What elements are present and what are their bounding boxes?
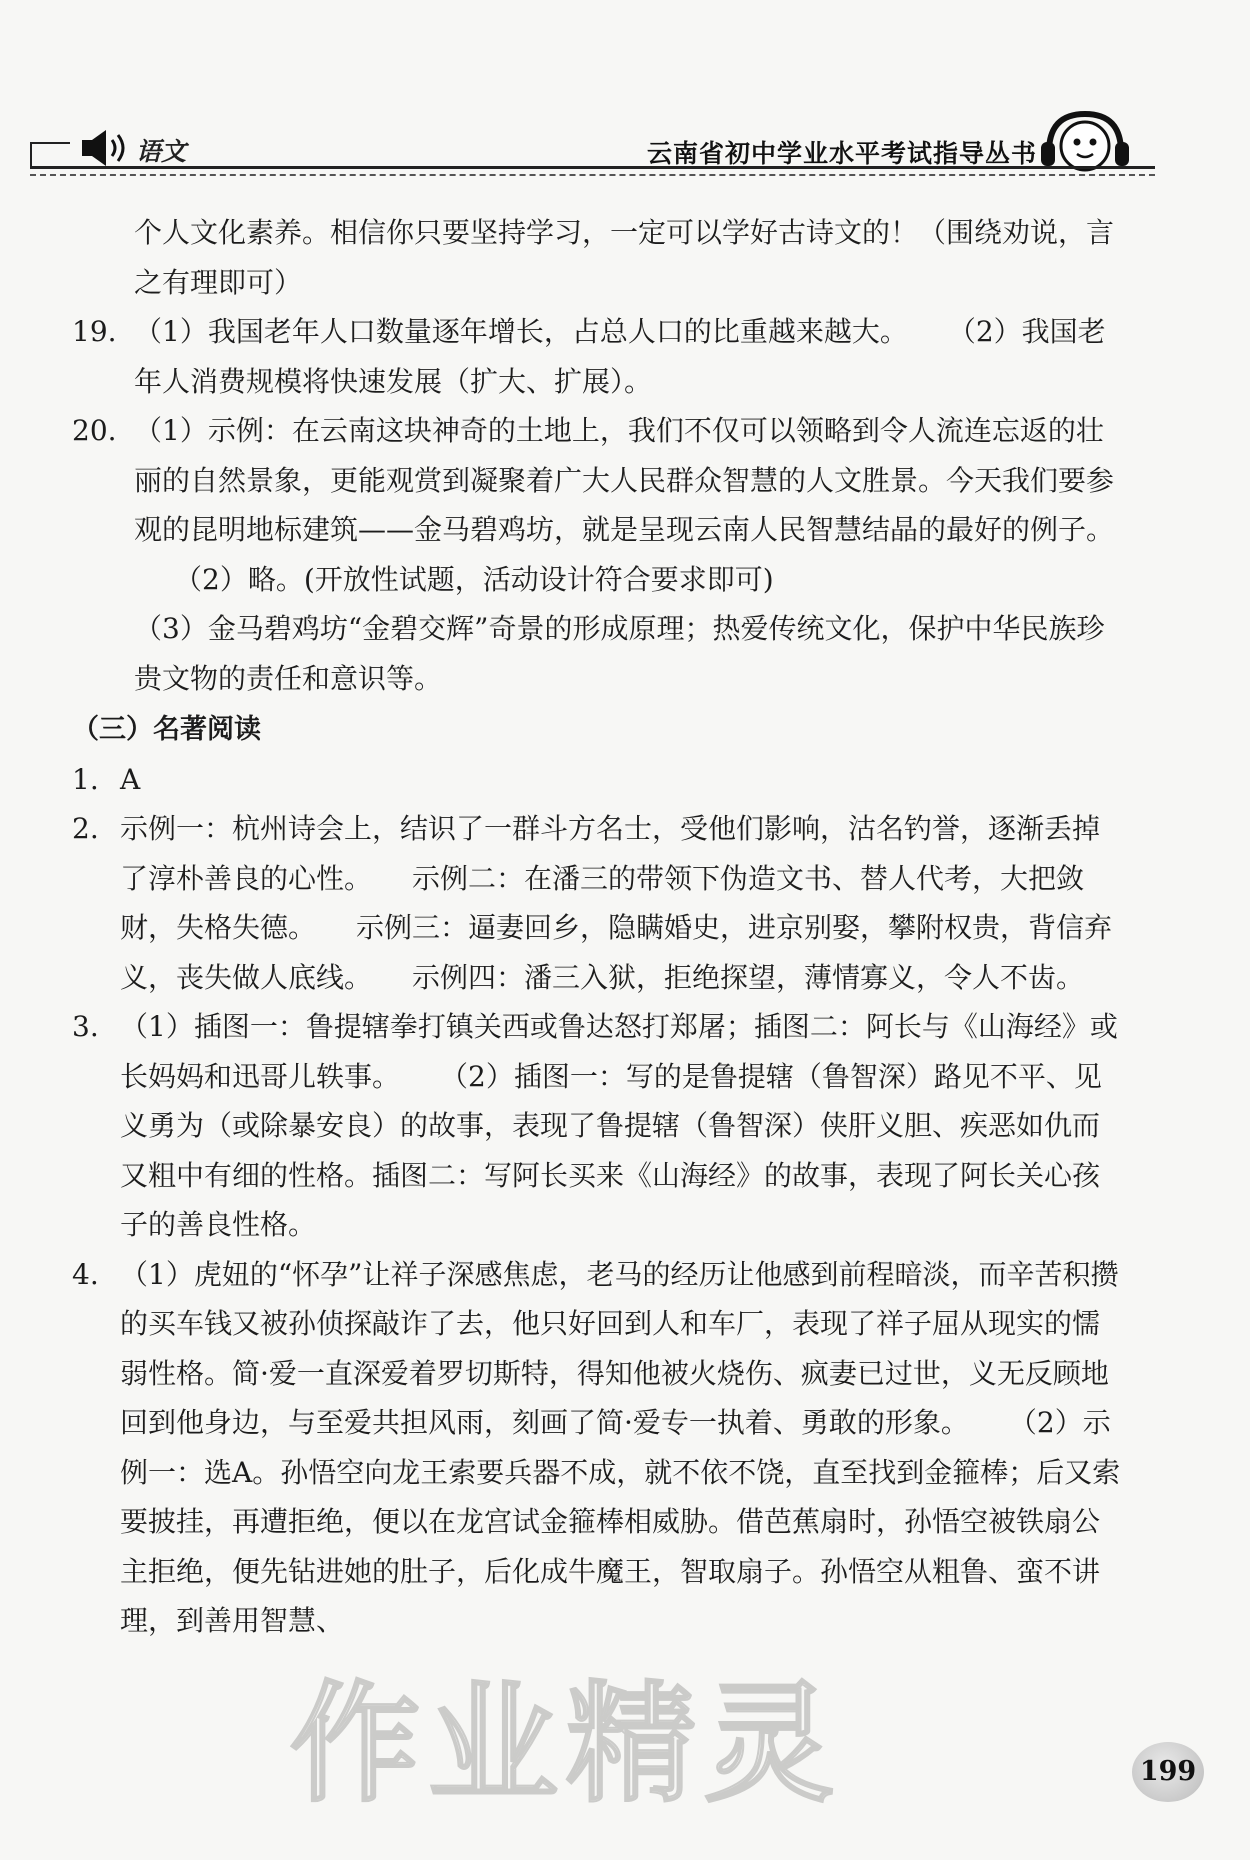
answer-number: 20. — [72, 414, 117, 447]
section-title: （三）名著阅读 — [72, 714, 261, 745]
previous-answer-continuation: 个人文化素养。相信你只要坚持学习，一定可以学好古诗文的！（围绕劝说，言之有理即可） — [134, 216, 1115, 299]
reading-answer-1: 1. A — [72, 755, 1124, 805]
header-rule — [30, 166, 1155, 169]
answer-19: 19. （1）我国老年人口数量逐年增长，占总人口的比重越来越大。 （2）我国老年人消费规模将快速发展（扩大、扩展）。 — [72, 307, 1124, 406]
header-dashed-rule — [30, 174, 1155, 176]
subject-label: 语文 — [136, 137, 187, 166]
reading-answer-3: 3. （1）插图一：鲁提辖拳打镇关西或鲁达怒打郑屠；插图二：阿长与《山海经》或长妈妈和迅哥儿轶事。 （2）插图一：写的是鲁提辖（鲁智深）路见不平、见义勇为（或除暴安良）的故事，表现了鲁提辖（鲁智深）侠肝义胆、疾恶如仇而又粗中有细的性格。插图二：写阿长买来《山海经》的故事，表现了阿长关心孩子的善良性格。 — [72, 1002, 1124, 1250]
answer-number: 19. — [72, 315, 117, 348]
answer-number: 2. — [72, 812, 99, 845]
answer-number: 3. — [72, 1010, 99, 1043]
answer-number: 4. — [72, 1257, 99, 1291]
answer-content — [72, 208, 1124, 1646]
page-header — [30, 118, 1155, 180]
answer-20: 20. （1）示例：在云南这块神奇的土地上，我们不仅可以领略到令人流连忘返的壮丽的自然景象，更能观赏到凝聚着广大人民群众智慧的人文胜景。今天我们要参观的昆明地标建筑——金马碧鸡坊，就是呈现云南人民智慧结晶的最好的例子。（2）略。(开放性试题，活动设计符合要求即可) （3）金马碧鸡坊“金碧交辉”奇景的形成原理；热爱传统文化，保护中华民族珍贵文物的责任和意识等。 — [72, 406, 1124, 703]
watermark-text: 作业精灵 — [290, 1668, 843, 1820]
speaker-icon — [64, 128, 134, 168]
answer-number: 1. — [72, 762, 99, 796]
reading-answer-2: 2. 示例一：杭州诗会上，结识了一群斗方名士，受他们影响，沽名钓誉，逐渐丢掉了淳朴善良的心性。 示例二：在潘三的带领下伪造文书、替人代考，大把敛财，失格失德。 示例三：逼妻回乡，隐瞒婚史，进京别娶，攀附权贵，背信弃义，丧失做人底线。 示例四：潘三入狱，拒绝探望，薄情寡义，令人不齿。 — [72, 804, 1124, 1002]
series-title: 云南省初中学业水平考试指导丛书 — [646, 139, 1037, 168]
reading-answer-4: 4. （1）虎妞的“怀孕”让祥子深感焦虑，老马的经历让他感到前程暗淡，而辛苦积攒的买车钱又被孙侦探敲诈了去，他只好回到人和车厂，表现了祥子屈从现实的懦弱性格。简·爱一直深爱着罗切斯特，得知他被火烧伤、疯妻已过世，义无反顾地回到他身边，与至爱共担风雨，刻画了简·爱专一执着、勇敢的形象。 （2）示例一：选A。孙悟空向龙王索要兵器不成，就不依不饶，直至找到金箍棒；后又索要披挂，再遭拒绝，便以在龙宫试金箍棒相威胁。借芭蕉扇时，孙悟空被铁扇公主拒绝，便先钻进她的肚子，后化成牛魔王，智取扇子。孙悟空从粗鲁、蛮不讲理，到善用智慧、 — [72, 1250, 1124, 1646]
headphone-mascot-icon — [1035, 108, 1135, 174]
page-number: 199 — [1132, 1742, 1204, 1802]
